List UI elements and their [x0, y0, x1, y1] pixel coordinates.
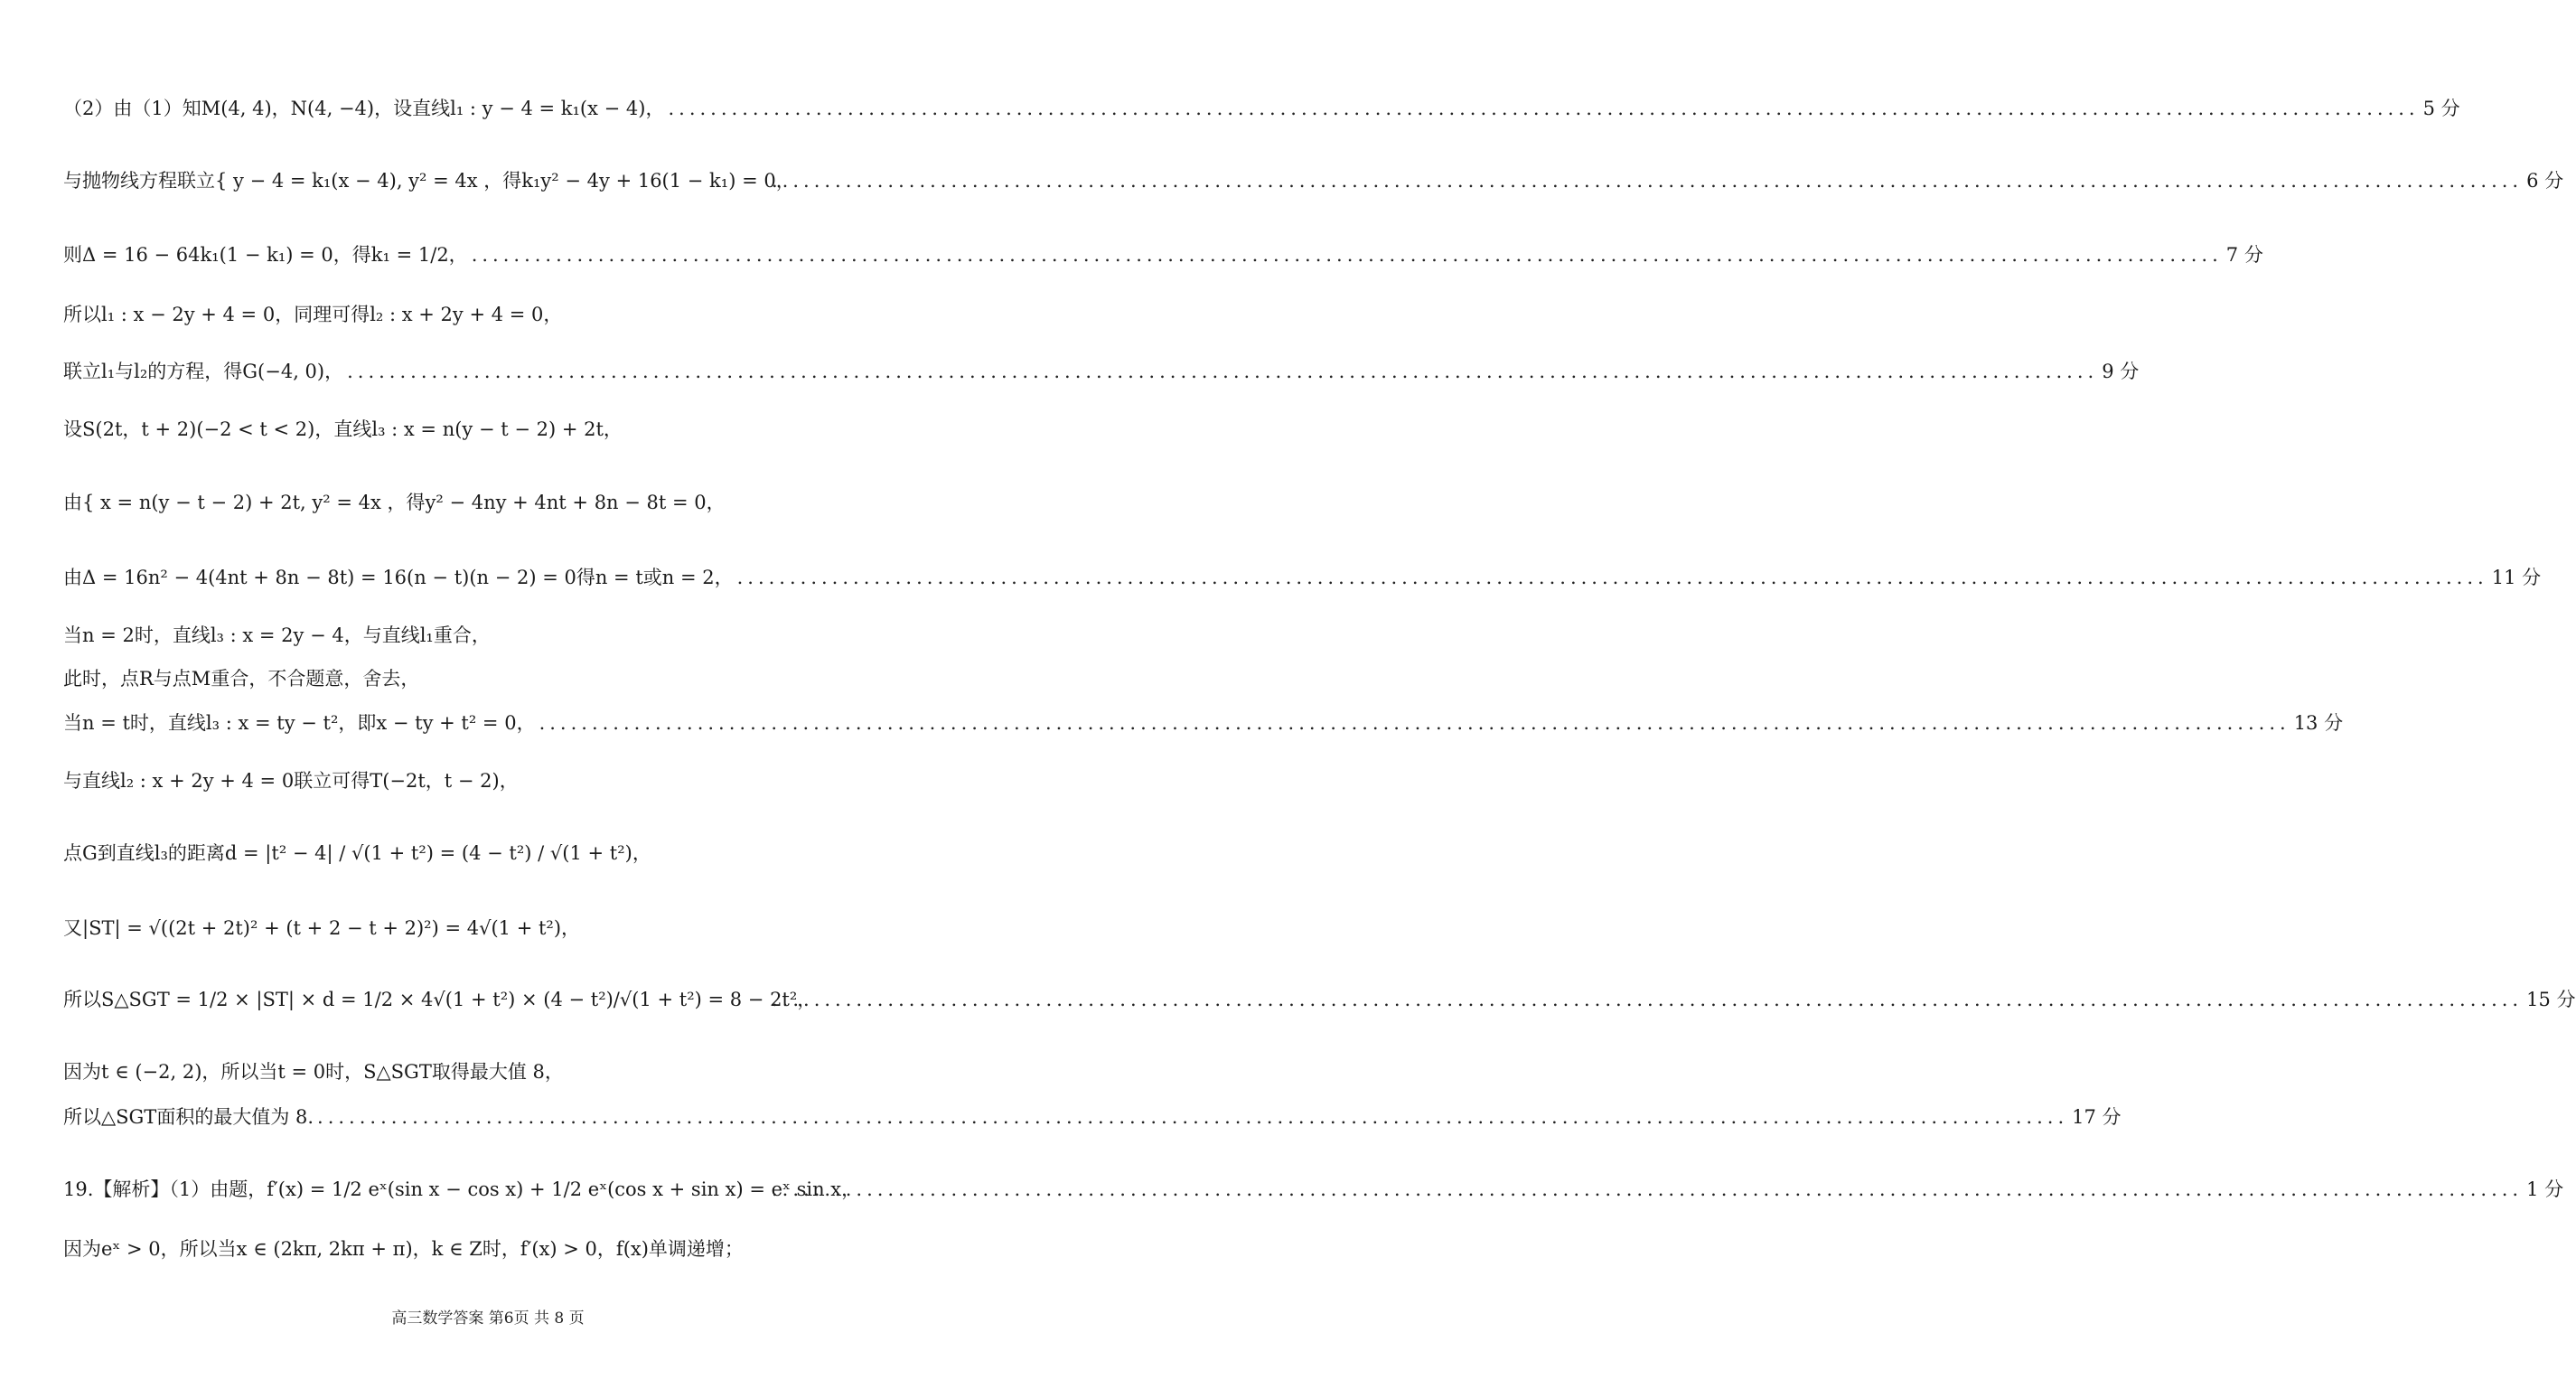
- dot-leader: [472, 242, 2223, 268]
- solution-line: 又|ST| = √((2t + 2t)² + (t + 2 − t + 2)²) = 4√(1 + t²)，: [63, 917, 581, 939]
- score-mark: 11 分: [2491, 567, 2542, 588]
- solution-line: 当n = t时，直线l₃ : x = ty − t²，即x − ty + t² = 0， ..... 13 分: [63, 710, 876, 736]
- solution-line: 当n = 2时，直线l₃ : x = 2y − 4，与直线l₁重合，: [63, 624, 491, 646]
- solution-line: 联立l₁与l₂的方程，得G(−4, 0)， ..... 9 分: [63, 359, 876, 384]
- dot-leader: [737, 565, 2488, 590]
- solution-line: 因为t ∈ (−2, 2)，所以当t = 0时，S△SGT取得最大值 8，: [63, 1061, 564, 1083]
- dot-leader: [772, 168, 2523, 193]
- solution-line: 此时，点R与点M重合，不合题意，舍去，: [63, 668, 420, 690]
- solution-line: 点G到直线l₃的距离d = |t² − 4| / √(1 + t²) = (4 − t²) / √(1 + t²)，: [63, 842, 651, 864]
- dot-leader: [317, 1104, 2068, 1130]
- solution-line: 所以S△SGT = 1/2 × |ST| × d = 1/2 × 4√(1 + t²) × (4 − t²)/√(1 + t²) = 8 − 2t²， ..... 15 分: [63, 987, 876, 1012]
- score-mark: 6 分: [2526, 170, 2564, 192]
- solution-line: 与直线l₂ : x + 2y + 4 = 0联立可得T(−2t，t − 2)，: [63, 770, 519, 792]
- solution-line: 与抛物线方程联立{ y − 4 = k₁(x − 4), y² = 4x ，得k₁y² − 4y + 16(1 − k₁) = 0， ..... 6 分: [63, 168, 876, 193]
- solution-line: 因为eˣ > 0，所以当x ∈ (2kπ, 2kπ + π)，k ∈ Z时，f′(x) > 0，f(x)单调递增；: [63, 1238, 744, 1260]
- dot-leader: [539, 710, 2290, 736]
- dot-leader: [772, 1177, 2523, 1202]
- solution-line: 19.【解析】（1）由题，f′(x) = 1/2 eˣ(sin x − cos x) + 1/2 eˣ(cos x + sin x) = eˣ sin x， ..... 1 分: [63, 1177, 876, 1202]
- dot-leader: [347, 359, 2098, 384]
- score-mark: 9 分: [2102, 361, 2140, 382]
- score-mark: 15 分: [2526, 989, 2576, 1010]
- solution-line: 则Δ = 16 − 64k₁(1 − k₁) = 0，得k₁ = 1/2， ..... 7 分: [63, 242, 876, 268]
- score-mark: 1 分: [2526, 1178, 2564, 1200]
- dot-leader: [772, 987, 2523, 1012]
- solution-line: 所以△SGT面积的最大值为 8. ..... 17 分: [63, 1104, 876, 1130]
- dot-leader: [668, 96, 2419, 121]
- score-mark: 7 分: [2225, 244, 2263, 266]
- score-mark: 17 分: [2072, 1106, 2122, 1128]
- solution-line: 由{ x = n(y − t − 2) + 2t, y² = 4x ，得y² − 4ny + 4nt + 8n − 8t = 0，: [63, 492, 726, 513]
- solution-line: 由Δ = 16n² − 4(4nt + 8n − 8t) = 16(n − t)(n − 2) = 0得n = t或n = 2， ..... 11 分: [63, 565, 876, 590]
- solution-line: 设S(2t，t + 2)(−2 < t < 2)，直线l₃ : x = n(y − t − 2) + 2t，: [63, 418, 623, 440]
- page-footer: 高三数学答案 第6页 共 8 页: [391, 1310, 585, 1328]
- score-mark: 13 分: [2293, 712, 2344, 734]
- solution-line: 所以l₁ : x − 2y + 4 = 0，同理可得l₂ : x + 2y + 4 = 0，: [63, 304, 563, 325]
- score-mark: 5 分: [2422, 98, 2460, 119]
- solution-line: （2）由（1）知M(4, 4)，N(4, −4)，设直线l₁ : y − 4 = k₁(x − 4)， ..... 5 分: [63, 96, 876, 121]
